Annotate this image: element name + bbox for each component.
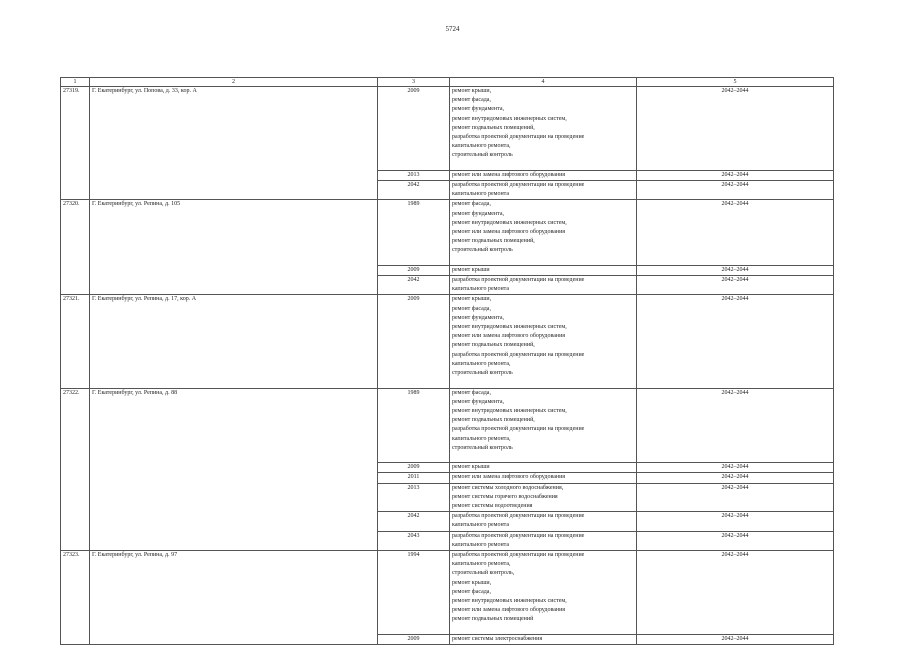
work-item: ремонт крыши (452, 266, 490, 273)
work-types-cell (450, 87, 637, 171)
period-cell: 2042–2044 (637, 512, 834, 531)
work-item: ремонт системы электроснабжения (452, 635, 543, 642)
period-cell: 2042–2044 (637, 200, 834, 265)
work-item: ремонт фасада, (452, 389, 491, 396)
work-types-cell (450, 634, 637, 644)
work-item: ремонт внутридомовых инженерных систем, (452, 324, 567, 331)
work-types-cell (450, 181, 637, 200)
year-cell: 1994 (378, 550, 450, 634)
year-cell: 1989 (378, 388, 450, 463)
period-cell: 2042–2044 (637, 473, 834, 483)
work-item: ремонт внутридомовых инженерных систем, (452, 407, 567, 414)
work-item: ремонт фасада, (452, 588, 491, 595)
work-item: ремонт подвальных помещений, (452, 342, 535, 349)
year-cell: 2009 (378, 463, 450, 473)
work-item: разработка проектной документации на проведение (452, 351, 585, 358)
entry-number: 27319. (61, 87, 90, 200)
work-types-cell (450, 388, 637, 463)
work-item: ремонт крыши, (452, 88, 492, 94)
year-cell: 2042 (378, 512, 450, 531)
work-item: ремонт фундамента, (452, 398, 504, 405)
period-cell: 2042–2044 (637, 634, 834, 644)
year-cell: 2043 (378, 531, 450, 550)
period-cell: 2042–2044 (637, 388, 834, 463)
work-types-cell (450, 265, 637, 275)
work-types-cell (450, 473, 637, 483)
entry-number: 27322. (61, 388, 90, 550)
work-item: капитального ремонта, (452, 435, 511, 442)
period-cell: 2042–2044 (637, 463, 834, 473)
work-item: ремонт системы холодного водоснабжения, (452, 484, 564, 491)
work-item: ремонт фасада, (452, 97, 491, 104)
work-item: ремонт подвальных помещений (452, 616, 534, 623)
work-item: ремонт системы горячего водоснабжения (452, 493, 558, 500)
work-item: ремонт внутридомовых инженерных систем, (452, 115, 567, 122)
work-item: разработка проектной документации на проведение (452, 513, 585, 520)
work-types-cell (450, 531, 637, 550)
work-item: капитального ремонта, (452, 360, 511, 367)
work-types-cell (450, 295, 637, 388)
period-cell: 2042–2044 (637, 276, 834, 295)
work-item: строительный контроль (452, 444, 513, 451)
year-cell: 2009 (378, 265, 450, 275)
work-item: ремонт фасада, (452, 201, 491, 208)
work-item: строительный контроль (452, 247, 513, 254)
entry-number: 27320. (61, 200, 90, 295)
entry-address: Г. Екатеринбург, ул. Репина, д. 88 (90, 388, 378, 550)
work-item: строительный контроль (452, 152, 513, 159)
entry-address: Г. Екатеринбург, ул. Репина, д. 105 (90, 200, 378, 295)
work-types-cell (450, 512, 637, 531)
table-row (61, 200, 834, 265)
table-row (61, 295, 834, 388)
header-col-2: 2 (90, 78, 378, 87)
period-cell: 2042–2044 (637, 295, 834, 388)
work-types-cell (450, 463, 637, 473)
period-cell: 2042–2044 (637, 483, 834, 512)
year-cell: 2009 (378, 87, 450, 171)
year-cell: 2009 (378, 634, 450, 644)
work-item: ремонт или замена лифтового оборудования (452, 333, 566, 340)
page-number: 5724 (445, 25, 460, 33)
work-item: ремонт фундамента, (452, 314, 504, 321)
work-item: разработка проектной документации на проведение (452, 426, 585, 433)
table-header-row (61, 78, 834, 87)
entry-number: 27321. (61, 295, 90, 388)
work-types-cell (450, 200, 637, 265)
year-cell: 2042 (378, 181, 450, 200)
header-col-1: 1 (61, 78, 90, 87)
header-col-5: 5 (637, 78, 834, 87)
work-types-cell (450, 276, 637, 295)
entry-number: 27323. (61, 550, 90, 644)
work-item: капитального ремонта (452, 522, 510, 529)
repair-schedule-table (60, 77, 834, 645)
work-item: разработка проектной документации на проведение (452, 182, 585, 189)
work-item: строительный контроль, (452, 570, 515, 577)
year-cell: 2013 (378, 170, 450, 180)
period-cell: 2042–2044 (637, 531, 834, 550)
year-cell: 2013 (378, 483, 450, 512)
year-cell: 1989 (378, 200, 450, 265)
work-item: капитального ремонта (452, 541, 510, 548)
year-cell: 2042 (378, 276, 450, 295)
work-item: разработка проектной документации на проведение (452, 532, 585, 539)
period-cell: 2042–2044 (637, 265, 834, 275)
work-item: капитального ремонта (452, 286, 510, 293)
work-item: ремонт подвальных помещений, (452, 417, 535, 424)
work-item: ремонт системы водоотведения (452, 502, 533, 509)
work-item: ремонт внутридомовых инженерных систем, (452, 219, 567, 226)
work-item: ремонт подвальных помещений, (452, 238, 535, 245)
table-row (61, 87, 834, 171)
header-col-3: 3 (378, 78, 450, 87)
work-types-cell (450, 170, 637, 180)
entry-address: Г. Екатеринбург, ул. Репина, д. 17, кор. А (90, 295, 378, 388)
period-cell: 2042–2044 (637, 87, 834, 171)
work-item: ремонт подвальных помещений, (452, 124, 535, 131)
work-item: ремонт или замена лифтового оборудования (452, 171, 566, 178)
entry-address: Г. Екатеринбург, ул. Репина, д. 97 (90, 550, 378, 644)
entry-address: Г. Екатеринбург, ул. Попова, д. 33, кор. А (90, 87, 378, 200)
work-item: ремонт или замена лифтового оборудования (452, 607, 566, 614)
period-cell: 2042–2044 (637, 181, 834, 200)
work-item: капитального ремонта (452, 191, 510, 198)
work-item: ремонт или замена лифтового оборудования (452, 229, 566, 236)
work-item: капитального ремонта, (452, 561, 511, 568)
header-col-4: 4 (450, 78, 637, 87)
year-cell: 2011 (378, 473, 450, 483)
work-item: ремонт внутридомовых инженерных систем, (452, 597, 567, 604)
period-cell: 2042–2044 (637, 170, 834, 180)
work-item: ремонт крыши, (452, 579, 492, 586)
work-item: разработка проектной документации на проведение (452, 134, 585, 141)
table-row (61, 550, 834, 634)
work-types-cell (450, 550, 637, 634)
work-item: ремонт фасада, (452, 305, 491, 312)
work-item: разработка проектной документации на проведение (452, 551, 585, 558)
period-cell: 2042–2044 (637, 550, 834, 634)
work-item: ремонт крыши (452, 464, 490, 471)
work-item: строительный контроль (452, 370, 513, 377)
work-item: ремонт фундамента, (452, 106, 504, 113)
work-types-cell (450, 483, 637, 512)
work-item: капитального ремонта, (452, 143, 511, 150)
work-item: ремонт крыши, (452, 296, 492, 303)
work-item: ремонт или замена лифтового оборудования (452, 474, 566, 481)
work-item: разработка проектной документации на проведение (452, 277, 585, 284)
work-item: ремонт фундамента, (452, 210, 504, 217)
year-cell: 2009 (378, 295, 450, 388)
table-row (61, 388, 834, 463)
